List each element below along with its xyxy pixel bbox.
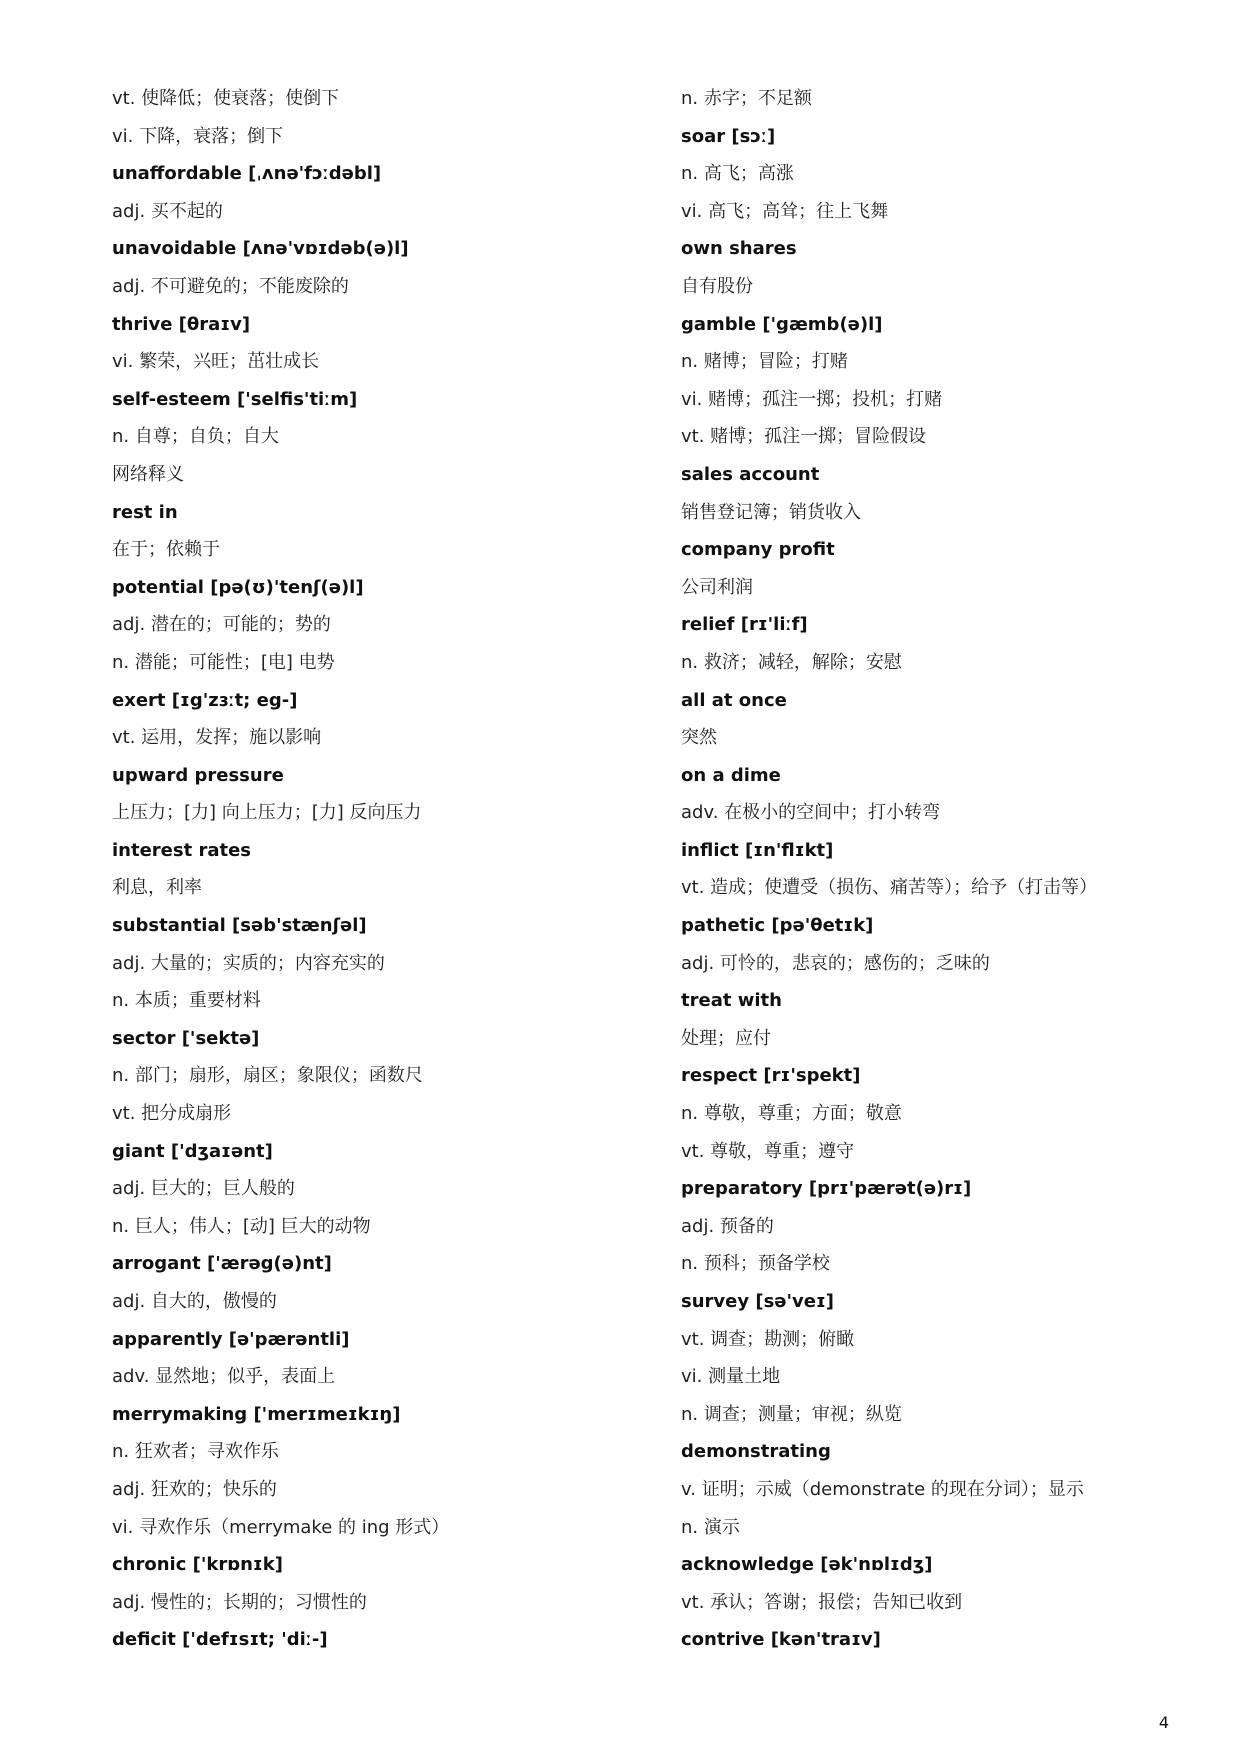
headword: soar [sɔː] xyxy=(681,125,776,147)
definition-line: vi. 赌博；孤注一掷；投机；打赌 xyxy=(681,388,943,410)
headword: contrive [kən'traɪv] xyxy=(681,1629,881,1651)
headword: demonstrating xyxy=(681,1441,831,1463)
definition-line: 网络释义 xyxy=(112,463,184,485)
definition-line: vi. 下降，衰落；倒下 xyxy=(112,125,284,147)
headword: interest rates xyxy=(112,839,252,861)
definition-line: 在于；依赖于 xyxy=(112,539,220,561)
definition-line: adv. 在极小的空间中；打小转弯 xyxy=(681,802,941,824)
definition-line: n. 自尊；自负；自大 xyxy=(112,426,279,448)
definition-line: adj. 慢性的；长期的；习惯性的 xyxy=(112,1591,367,1613)
headword: substantial [səb'stænʃəl] xyxy=(112,915,367,937)
headword: exert [ɪg'zɜːt; eg-] xyxy=(112,689,298,711)
headword: rest in xyxy=(112,501,178,523)
definition-line: adj. 狂欢的；快乐的 xyxy=(112,1478,277,1500)
definition-line: n. 演示 xyxy=(681,1516,740,1538)
headword: own shares xyxy=(681,238,797,260)
definition-line: vt. 把分成扇形 xyxy=(112,1103,232,1125)
definition-line: n. 巨人；伟人；[动] 巨大的动物 xyxy=(112,1215,371,1237)
definition-line: n. 狂欢者；寻欢作乐 xyxy=(112,1441,279,1463)
definition-line: vt. 赌博；孤注一掷；冒险假设 xyxy=(681,426,927,448)
definition-line: vi. 测量土地 xyxy=(681,1366,781,1388)
definition-line: n. 高飞；高涨 xyxy=(681,163,794,185)
definition-line: 上压力；[力] 向上压力；[力] 反向压力 xyxy=(112,802,422,824)
headword: thrive [θraɪv] xyxy=(112,313,251,335)
page-number: 4 xyxy=(1158,1713,1169,1732)
definition-line: n. 调查；测量；审视；纵览 xyxy=(681,1403,902,1425)
definition-line: 利息，利率 xyxy=(112,877,202,899)
headword: gamble ['gæmb(ə)l] xyxy=(681,313,883,335)
definition-line: adj. 大量的；实质的；内容充实的 xyxy=(112,952,385,974)
definition-line: vt. 造成；使遭受（损伤、痛苦等）；给予（打击等） xyxy=(681,877,1098,899)
headword: apparently [ə'pærəntli] xyxy=(112,1328,350,1350)
headword: deficit ['defɪsɪt; 'diː-] xyxy=(112,1629,328,1651)
headword: merrymaking ['merɪmeɪkɪŋ] xyxy=(112,1403,401,1425)
headword: giant ['dʒaɪənt] xyxy=(112,1140,273,1162)
definition-line: 突然 xyxy=(681,727,717,749)
definition-line: vi. 高飞；高耸；往上飞舞 xyxy=(681,200,889,222)
headword: respect [rɪ'spekt] xyxy=(681,1065,861,1087)
headword: sales account xyxy=(681,463,820,485)
headword: upward pressure xyxy=(112,764,284,786)
definition-line: n. 预科；预备学校 xyxy=(681,1253,830,1275)
definition-line: n. 救济；减轻，解除；安慰 xyxy=(681,651,902,673)
headword: potential [pə(ʊ)'tenʃ(ə)l] xyxy=(112,576,364,598)
definition-line: n. 赤字；不足额 xyxy=(681,88,812,109)
definition-line: 处理；应付 xyxy=(681,1027,771,1049)
headword: acknowledge [ək'nɒlɪdʒ] xyxy=(681,1554,933,1576)
headword: inflict [ɪn'flɪkt] xyxy=(681,839,834,861)
definition-line: 销售登记簿；销货收入 xyxy=(681,501,861,523)
headword: pathetic [pə'θetɪk] xyxy=(681,915,874,937)
headword: preparatory [prɪ'pærət(ə)rɪ] xyxy=(681,1178,972,1200)
headword: unaffordable [ˌʌnə'fɔːdəbl] xyxy=(112,163,382,185)
definition-line: n. 部门；扇形，扇区；象限仪；函数尺 xyxy=(112,1065,423,1087)
headword: survey [sə'veɪ] xyxy=(681,1291,834,1312)
definition-line: vt. 调查；勘测；俯瞰 xyxy=(681,1328,855,1350)
headword: self-esteem ['selfis'tiːm] xyxy=(112,388,358,410)
definition-line: vt. 尊敬，尊重；遵守 xyxy=(681,1140,855,1162)
definition-line: n. 潜能；可能性；[电] 电势 xyxy=(112,651,335,673)
definition-line: adj. 买不起的 xyxy=(112,200,223,222)
headword: on a dime xyxy=(681,764,781,786)
headword: chronic ['krɒnɪk] xyxy=(112,1554,283,1576)
headword: sector ['sektə] xyxy=(112,1027,260,1049)
definition-line: n. 尊敬，尊重；方面；敬意 xyxy=(681,1103,902,1125)
definition-line: adj. 可怜的，悲哀的；感伤的；乏味的 xyxy=(681,952,990,974)
definition-line: vt. 承认；答谢；报偿；告知已收到 xyxy=(681,1591,963,1613)
headword: all at once xyxy=(681,689,787,711)
definition-line: vi. 繁荣，兴旺；茁壮成长 xyxy=(112,351,320,373)
definition-line: adj. 潜在的；可能的；势的 xyxy=(112,614,331,636)
definition-line: n. 本质；重要材料 xyxy=(112,990,261,1012)
headword: treat with xyxy=(681,990,782,1012)
definition-line: vt. 使降低；使衰落；使倒下 xyxy=(112,88,340,109)
definition-line: vi. 寻欢作乐（merrymake 的 ing 形式） xyxy=(112,1516,450,1538)
headword: relief [rɪ'liːf] xyxy=(681,614,808,636)
definition-line: adv. 显然地；似乎，表面上 xyxy=(112,1366,336,1388)
right-column xyxy=(681,80,1221,1659)
definition-line: n. 赌博；冒险；打赌 xyxy=(681,351,848,373)
definition-line: adj. 不可避免的；不能废除的 xyxy=(112,275,349,297)
headword: company profit xyxy=(681,539,835,561)
definition-line: adj. 巨大的；巨人般的 xyxy=(112,1178,295,1200)
definition-line: vt. 运用，发挥；施以影响 xyxy=(112,727,322,749)
headword: arrogant ['ærəg(ə)nt] xyxy=(112,1253,332,1275)
left-column xyxy=(112,80,672,1659)
definition-line: 自有股份 xyxy=(681,275,753,297)
definition-line: 公司利润 xyxy=(681,576,753,598)
definition-line: v. 证明；示威（demonstrate 的现在分词）；显示 xyxy=(681,1478,1084,1500)
headword: unavoidable [ʌnə'vɒɪdəb(ə)l] xyxy=(112,238,409,260)
definition-line: adj. 自大的，傲慢的 xyxy=(112,1291,277,1312)
definition-line: adj. 预备的 xyxy=(681,1215,774,1237)
